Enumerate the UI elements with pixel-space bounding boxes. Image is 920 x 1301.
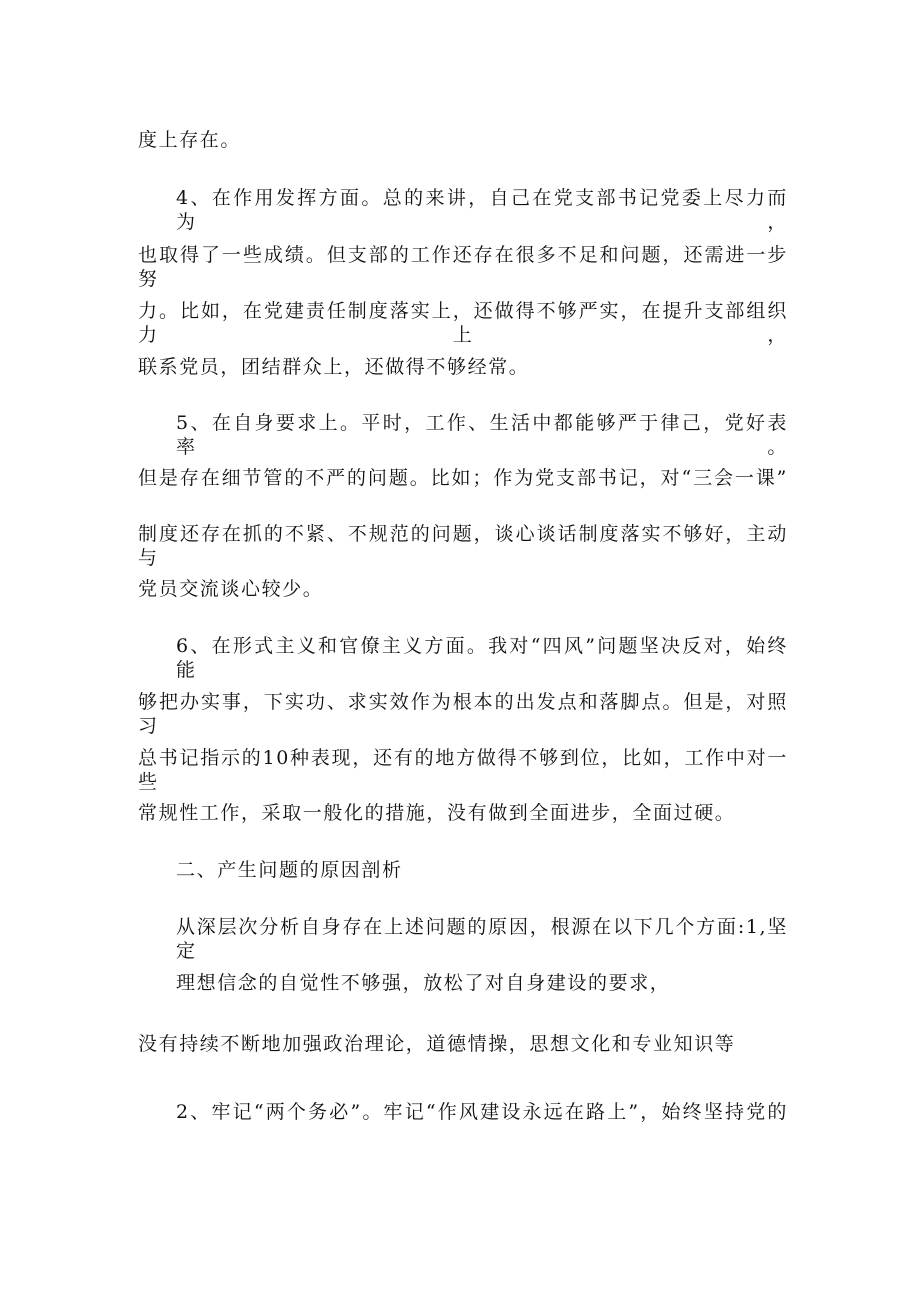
paragraph-4-line-4: 联系党员，团结群众上，还做得不够经常。	[138, 356, 530, 378]
paragraph-6-line-1: 6、在形式主义和官僚主义方面。我对“四风”问题坚决反对，始终能	[176, 635, 788, 681]
paragraph-4-line-2: 也取得了一些成绩。但支部的工作还存在很多不足和问题，还需进一步努	[138, 244, 788, 290]
paragraph-6-line-3: 总书记指示的10种表现，还有的地方做得不够到位，比如，工作中对一些	[138, 747, 788, 793]
analysis-line-1: 从深层次分析自身存在上述问题的原因，根源在以下几个方面:1,坚定	[176, 916, 788, 962]
paragraph-5-line-2: 但是存在细节管的不严的问题。比如；作为党支部书记，对“三会一课”	[138, 467, 788, 489]
paragraph-4-line-1: 4、在作用发挥方面。总的来讲，自己在党支部书记党委上尽力而为，	[176, 187, 788, 233]
item-2-line-1: 2、牢记“两个务必”。牢记“作风建设永远在路上”，始终坚持党的	[176, 1101, 788, 1123]
paragraph-5-line-3: 制度还存在抓的不紧、不规范的问题，谈心谈话制度落实不够好，主动与	[138, 523, 788, 569]
paragraph-6-line-2: 够把办实事，下实功、求实效作为根本的出发点和落脚点。但是，对照习	[138, 691, 788, 737]
text-line: 度上存在。	[138, 129, 242, 151]
analysis-line-3: 没有持续不断地加强政治理论，道德情操，思想文化和专业知识等	[138, 1033, 736, 1055]
section-heading: 二、产生问题的原因剖析	[176, 859, 403, 881]
paragraph-5-line-4: 党员交流谈心较少。	[138, 578, 324, 600]
paragraph-5-line-1: 5、在自身要求上。平时，工作、生活中都能够严于律己，党好表率。	[176, 412, 788, 458]
paragraph-4-line-3: 力。比如，在党建责任制度落实上，还做得不够严实，在提升支部组织力上，	[138, 300, 788, 346]
paragraph-6-line-4: 常规性工作，采取一般化的措施，没有做到全面进步，全面过硬。	[138, 802, 736, 824]
analysis-line-2: 理想信念的自觉性不够强，放松了对自身建设的要求，	[176, 972, 671, 994]
